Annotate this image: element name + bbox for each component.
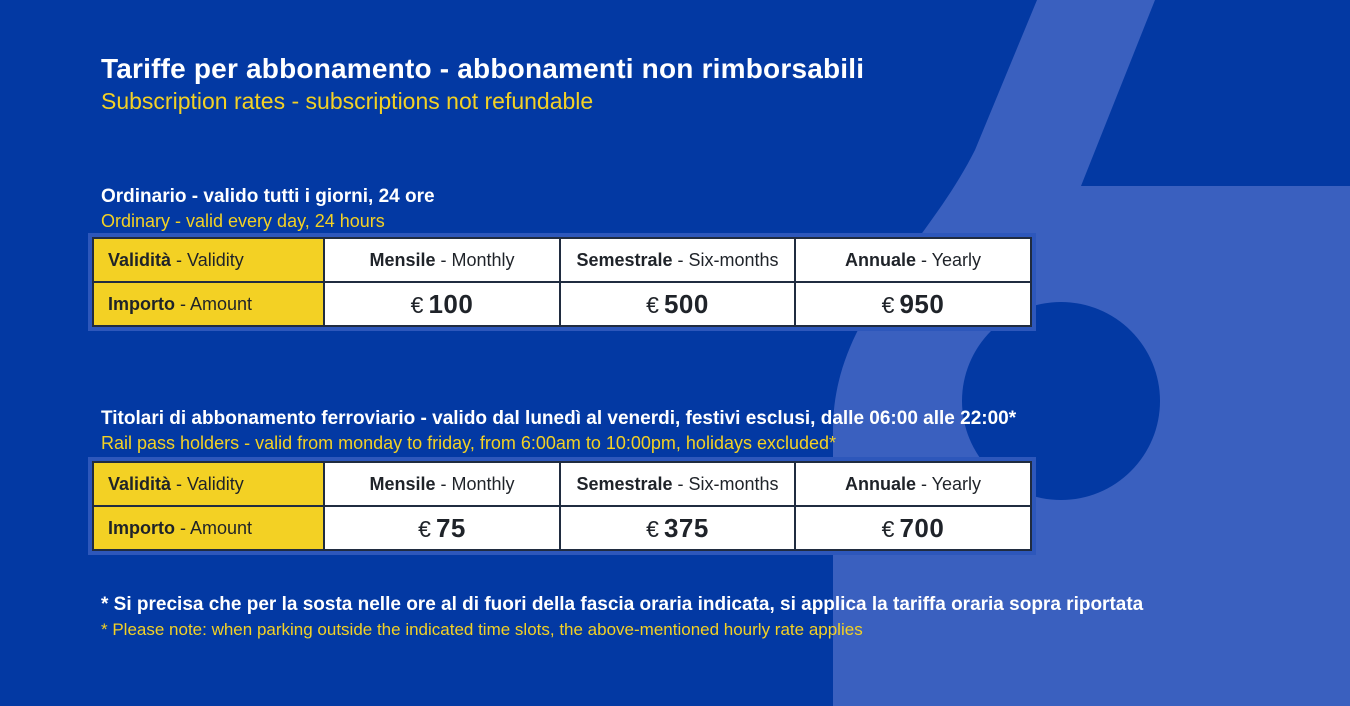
ordinary-rates-table xyxy=(88,233,1036,331)
amount-six-months: € 375 xyxy=(560,506,795,550)
footnote-en: * Please note: when parking outside the indicated time slots, the above-mentioned hourly rate applies xyxy=(101,620,863,639)
section-ordinary-heading-it: Ordinario - valido tutti i giorni, 24 ore xyxy=(101,186,435,207)
amount-yearly: € 700 xyxy=(795,506,1031,550)
amount-label-bold: Importo xyxy=(108,293,175,314)
section-ordinary-heading-en: Ordinary - valid every day, 24 hours xyxy=(101,211,385,231)
amount-six-months: € 500 xyxy=(560,282,795,326)
euro-sign: € xyxy=(410,291,424,318)
euro-sign: € xyxy=(646,515,659,542)
amount-label-rest: - Amount xyxy=(180,517,253,538)
euro-sign: € xyxy=(646,291,659,318)
table-row-validity xyxy=(93,238,1031,282)
table-row-amount xyxy=(93,282,1031,326)
railpass-rates-table xyxy=(88,457,1036,555)
page-subtitle: Subscription rates - subscriptions not refundable xyxy=(101,88,594,114)
euro-sign: € xyxy=(881,291,895,318)
page-title: Tariffe per abbonamento - abbonamenti non rimborsabili xyxy=(101,53,865,84)
column-header-yearly: Annuale - Yearly xyxy=(795,238,1031,282)
column-header-yearly: Annuale - Yearly xyxy=(795,462,1031,506)
column-header-six-months: Semestrale - Six-months xyxy=(560,238,795,282)
amount-monthly: € 75 xyxy=(324,506,560,550)
amount-label-cell xyxy=(93,282,324,326)
column-header-monthly: Mensile - Monthly xyxy=(324,462,560,506)
column-header-six-months: Semestrale - Six-months xyxy=(560,462,795,506)
amount-label-cell xyxy=(93,506,324,550)
validity-label-cell xyxy=(93,462,324,506)
amount-label-rest: - Amount xyxy=(180,293,253,314)
section-railpass-heading-en: Rail pass holders - valid from monday to friday, from 6:00am to 10:00pm, holidays excluded* xyxy=(101,433,837,453)
table-row-validity xyxy=(93,462,1031,506)
column-header-monthly: Mensile - Monthly xyxy=(324,238,560,282)
amount-yearly: € 950 xyxy=(795,282,1031,326)
validity-label-cell xyxy=(93,238,324,282)
validity-label-bold: Validità xyxy=(108,249,172,270)
amount-label-bold: Importo xyxy=(108,517,175,538)
validity-label-rest: - Validity xyxy=(176,249,244,270)
section-railpass-heading-it: Titolari di abbonamento ferroviario - valido dal lunedì al venerdi, festivi esclusi, dalle 06:00 alle 22:00* xyxy=(101,408,1017,429)
amount-monthly: € 100 xyxy=(324,282,560,326)
euro-sign: € xyxy=(881,515,895,542)
table-row-amount xyxy=(93,506,1031,550)
validity-label-rest: - Validity xyxy=(176,473,244,494)
footnote-it: * Si precisa che per la sosta nelle ore al di fuori della fascia oraria indicata, si applica la tariffa oraria sopra riportata xyxy=(101,594,1144,615)
validity-label-bold: Validità xyxy=(108,473,172,494)
euro-sign: € xyxy=(418,515,431,542)
